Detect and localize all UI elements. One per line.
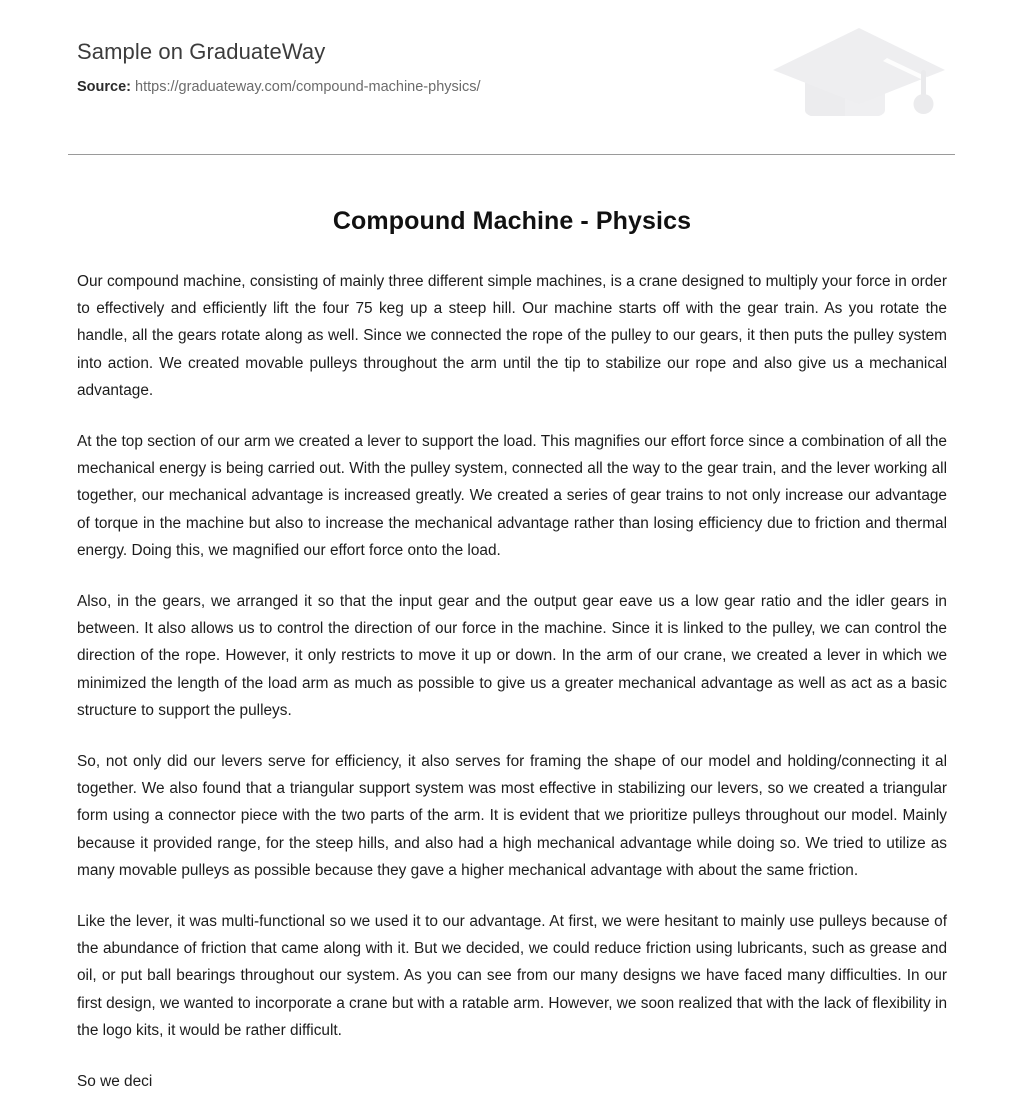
page-header (77, 38, 777, 97)
site-title: Sample on GraduateWay (77, 39, 326, 64)
body-paragraph: Also, in the gears, we arranged it so that the input gear and the output gear eave us a low gear ratio and the idler gears in between. It also allows us to control the direction of our force in the machine. Since it is linked to the pulley, we can control the direction of the rope. However, it only restricts to move it up or down. In the arm of our crane, we created a lever in which we minimized the length of the load arm as much as possible to give us a greater mechanical advantage as well as act as a basic structure to support the pulleys. (77, 593, 947, 719)
document-body (77, 268, 947, 1095)
body-paragraph: So, not only did our levers serve for efficiency, it also serves for framing the shape of our model and holding/connecting it al together. We also found that a triangular support system was most effective in stabilizing our levers, so we created a triangular form using a connector piece with the two parts of the arm. It is evident that we prioritize pulleys throughout our model. Mainly because it provided range, for the steep hills, and also had a high mechanical advantage while doing so. We tried to utilize as many movable pulleys as possible because they gave a higher mechanical advantage with about the same friction. (77, 753, 947, 879)
source-label: Source: (77, 79, 131, 95)
body-paragraph-truncated: So we deci (77, 1073, 153, 1091)
header-divider (68, 154, 955, 155)
body-paragraph: Like the lever, it was multi-functional so we used it to our advantage. At first, we were hesitant to mainly use pulleys because of the abundance of friction that came along with it. But we decided, we could reduce friction using lubricants, such as grease and oil, or put ball bearings throughout our system. As you can see from our many designs we have faced many difficulties. In our first design, we wanted to incorporate a crane but with a ratable arm. However, we soon realized that with the lack of flexibility in the logo kits, it would be rather difficult. (77, 913, 948, 1039)
body-paragraph: At the top section of our arm we created a lever to support the load. This magnifies our effort force since a combination of all the mechanical energy is being carried out. With the pulley system, connected all the way to the gear train, and the lever working all together, our mechanical advantage is increased greatly. We created a series of gear trains to not only increase our advantage of torque in the machine but also to increase the mechanical advantage rather than losing efficiency due to friction and thermal energy. Doing this, we magnified our effort force onto the load. (77, 433, 947, 559)
source-line (77, 77, 777, 97)
body-paragraph: Our compound machine, consisting of mainly three different simple machines, is a crane designed to multiply your force in order to effectively and efficiently lift the four 75 keg up a steep hill. Our machine starts off with the gear train. As you rotate the handle, all the gears rotate along as well. Since we connected the rope of the pulley to our gears, it then puts the pulley system into action. We created movable pulleys throughout the arm until the tip to stabilize our rope and also give us a mechanical advantage. (77, 273, 947, 399)
graduation-cap-icon (767, 22, 952, 124)
page-title: Compound Machine - Physics (332, 207, 692, 235)
source-url[interactable]: https://graduateway.com/compound-machine-physics/ (135, 79, 481, 95)
